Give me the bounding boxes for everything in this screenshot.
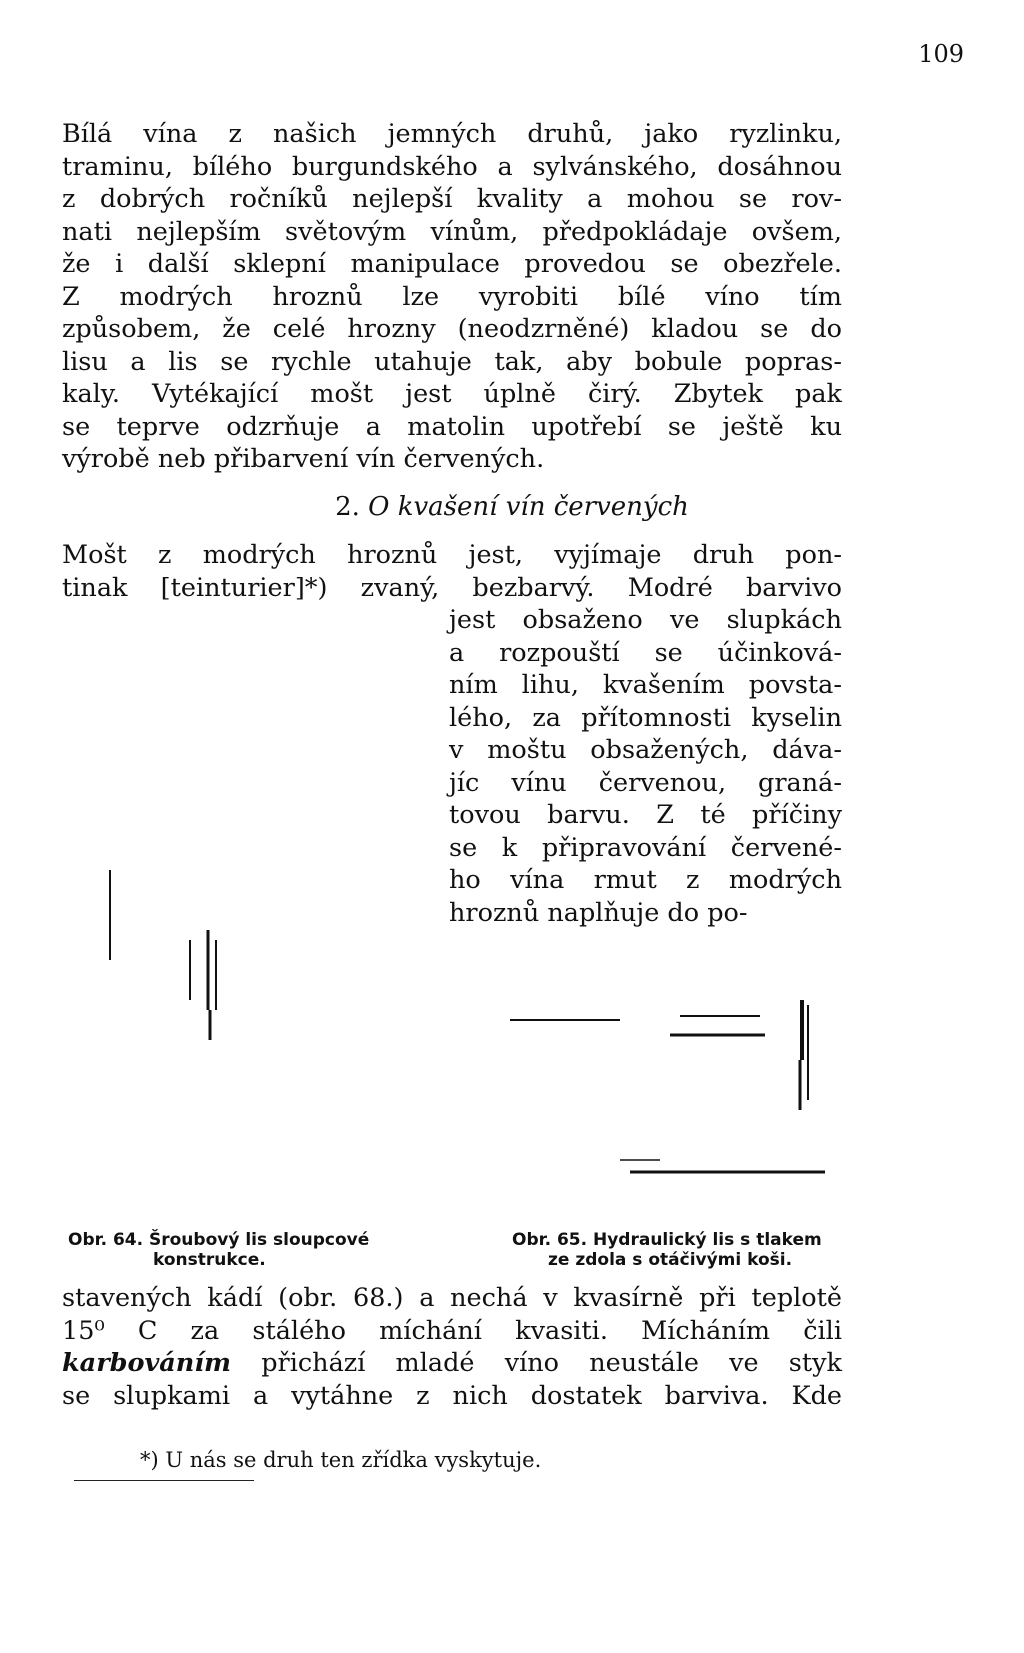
para1-line: výrobě neb přibarvení vín červených. [62, 444, 545, 474]
para2-line: Mošt z modrých hroznů jest, vyjímaje druh pon- [62, 540, 842, 570]
paragraph-red-must [62, 539, 842, 604]
para1-line: způsobem, že celé hrozny (neodzrněné) kladou se do [62, 314, 842, 344]
wrap-line: a rozpouští se účinková- [449, 637, 842, 668]
press-illustrations [60, 860, 880, 1190]
para2-line: tinak [teinturier]*) zvaný, bezbarvý. Modré barvivo [62, 572, 842, 603]
wrap-line: hroznů naplňuje do po- [449, 897, 748, 928]
caption-64-line1: Obr. 64. Šroubový lis sloupcové [68, 1230, 370, 1250]
para1-line: se teprve odzrňuje a matolin upotřebí se ještě ku [62, 411, 842, 442]
wrap-line: v moštu obsažených, dáva- [449, 735, 842, 765]
section-number: 2. [335, 492, 360, 522]
emphasis-term: karbováním [62, 1348, 232, 1378]
wrap-line: ním lihu, kvašením povsta- [449, 670, 842, 700]
fermentation-line-3-rest: přichází mladé víno neustále ve styk [231, 1348, 842, 1378]
paragraph-white-wines [62, 118, 842, 476]
caption-65-line1: Obr. 65. Hydraulický lis s tlakem [512, 1230, 822, 1250]
figure-caption-65 [512, 1230, 892, 1270]
wrap-line: jest obsaženo ve slupkách [449, 605, 842, 635]
paragraph-fermentation [62, 1282, 842, 1412]
wrap-line: ho vína rmut z modrých [449, 865, 842, 895]
page-number: 109 [918, 40, 964, 68]
fermentation-line-1: stavených kádí (obr. 68.) a nechá v kvasírně při teplotě [62, 1283, 842, 1313]
caption-65-line2: ze zdola s otáčivými koši. [548, 1250, 793, 1270]
para1-line: nati nejlepším světovým vínům, předpokládaje ovšem, [62, 216, 842, 247]
footnote-separator [74, 1480, 254, 1481]
screw-press-figure [110, 870, 216, 1040]
fermentation-line-4: se slupkami a vytáhne z nich dostatek barviva. Kde [62, 1380, 842, 1411]
para1-line: Bílá vína z našich jemných druhů, jako ryzlinku, [62, 119, 842, 149]
para1-line: traminu, bílého burgundského a sylvánského, dosáhnou [62, 151, 842, 182]
wrap-line: jíc vínu červenou, graná- [449, 767, 842, 798]
para1-line: lisu a lis se rychle utahuje tak, aby bobule popras- [62, 346, 842, 377]
section-title: O kvašení vín červených [368, 492, 689, 522]
fermentation-line-3 [62, 1347, 842, 1380]
wrap-line: se k připravování červené- [449, 832, 842, 863]
para1-line: Z modrých hroznů lze vyrobiti bílé víno tím [62, 281, 842, 312]
caption-64-line2: konstrukce. [153, 1250, 266, 1270]
section-heading [0, 492, 1024, 522]
para1-line: kaly. Vytékající mošt jest úplně čirý. Zbytek pak [62, 379, 842, 409]
footnote: *) U nás se druh ten zřídka vyskytuje. [140, 1448, 542, 1472]
para1-line: z dobrých ročníků nejlepší kvality a mohou se rov- [62, 184, 842, 214]
wrap-line: tovou barvu. Z té příčiny [449, 800, 842, 830]
hydraulic-press-figure [510, 1000, 825, 1172]
para1-line: že i další sklepní manipulace provedou se obezřele. [62, 249, 842, 279]
wrap-line: lého, za přítomnosti kyselin [449, 702, 842, 733]
figure-caption-64 [68, 1230, 448, 1270]
fermentation-line-2: 15⁰ C za stálého míchání kvasiti. Mícháním čili [62, 1315, 842, 1346]
